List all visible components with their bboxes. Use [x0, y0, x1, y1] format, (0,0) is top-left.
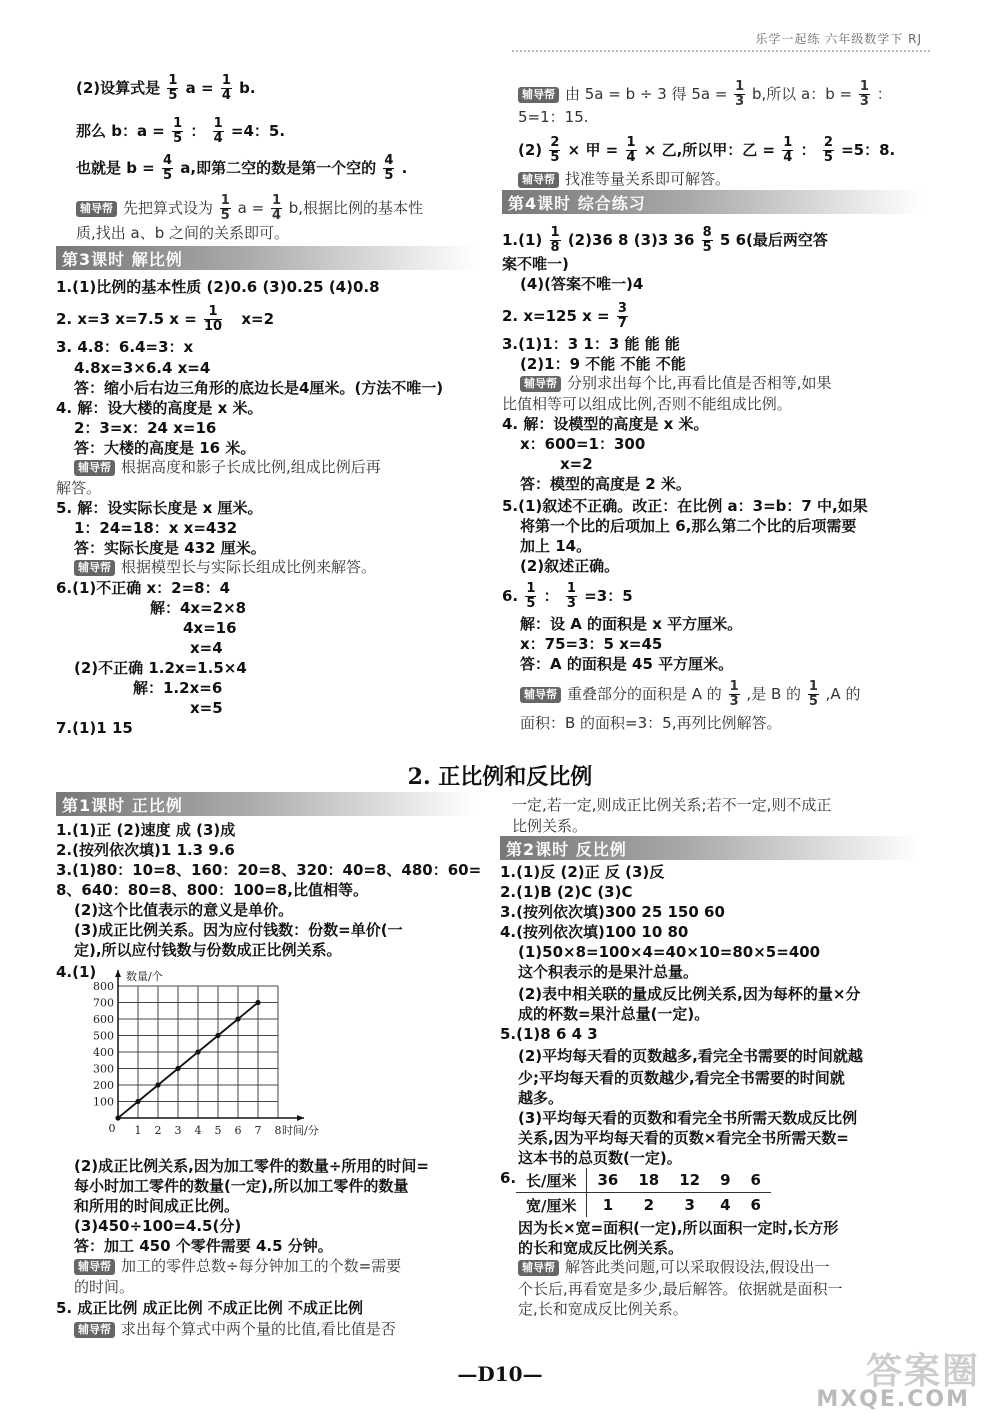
y-tick-label: 300	[93, 1062, 114, 1076]
answer-line: 将第一个比的后项加上 6,那么第二个比的后项需要	[520, 517, 857, 535]
lt-line2: 那么 b：a = $\frac{1}{5}$ ： $\frac{1}{4}$ =4：5.	[76, 116, 286, 146]
answer-line: 答：大楼的高度是 16 米。	[74, 439, 256, 457]
tip-badge: 辅导帮	[76, 201, 117, 217]
table-cell: 1	[602, 1196, 614, 1214]
answer-line: 1.(1)正 (2)速度 成 (3)成	[56, 821, 236, 839]
x-tick-label: 8	[274, 1124, 282, 1137]
answer-line: 答：加工 450 个零件需要 4.5 分钟。	[74, 1237, 333, 1255]
watermark-url: MXQE.COM	[816, 1387, 970, 1412]
tip-badge: 辅导帮	[518, 1260, 559, 1276]
table-cell: 4	[720, 1196, 731, 1214]
section-header-lesson3: 第3课时 解比例	[56, 246, 476, 270]
tip-badge: 辅导帮	[518, 87, 559, 103]
answer-line: 8、640：80=8、800：100=8,比值相等。	[56, 881, 368, 899]
tip-line: 比例关系。	[512, 817, 588, 835]
answer-line: 7.(1)1 15	[56, 719, 133, 737]
x-tick-label: 5	[214, 1124, 222, 1137]
tip-line: 辅导帮 加工的零件总数÷每分钟加工的个数=需要	[74, 1255, 401, 1277]
y-tick-label: 700	[93, 996, 114, 1010]
answer-line: 成的杯数=果汁总量(一定)。	[518, 1005, 710, 1023]
answer-line: 2：3=x：24 x=16	[74, 419, 217, 437]
tip-line: 比值相等可以组成比例,否则不能组成比例。	[502, 395, 792, 413]
section-header-lesson4: 第4课时 综合练习	[502, 190, 922, 214]
answer-line: 解：1.2x=6	[133, 679, 223, 697]
tip-badge: 辅导帮	[74, 1322, 115, 1338]
y-tick-label: 500	[93, 1029, 114, 1043]
answer-line: 加上 14。	[520, 537, 592, 555]
chapter-title: 2. 正比例和反比例	[407, 764, 593, 790]
fraction: $\frac{1}{5}$	[168, 73, 178, 103]
y-tick-label: 100	[93, 1095, 114, 1109]
tip-line: 辅导帮 解答此类问题,可以采取假设法,假设出一	[518, 1256, 830, 1278]
tip-badge: 辅导帮	[74, 560, 115, 576]
page-header: 乐学一起练 六年级数学下 RJ	[755, 32, 922, 46]
answer-line: 2.(1)B (2)C (3)C	[500, 883, 633, 901]
answer-line: 5. 成正比例 成正比例 不成正比例 不成正比例	[56, 1299, 364, 1317]
answer-line: 4.(按列依次填)100 10 80	[500, 923, 689, 941]
y-axis-arrow	[115, 970, 121, 977]
table-row-header: 宽/厘米	[516, 1193, 587, 1218]
answer-line: 3.(1)80：10=8、160：20=8、320：40=8、480：60=	[56, 861, 482, 879]
answer-line: 的长和宽成反比例关系。	[518, 1239, 684, 1257]
answer-line: 少;平均每天看的页数越少,看完全书需要的时间就	[518, 1069, 845, 1087]
x-tick-label: 1	[134, 1124, 142, 1137]
lt-line3: 也就是 b = $\frac{4}{5}$ a,即第二空的数是第一个空的 $\frac{4}{5}$ .	[76, 153, 408, 183]
answer-line: x：75=3：5 x=45	[520, 635, 663, 653]
answer-line: 2.(按列依次填)1 1.3 9.6	[56, 841, 235, 859]
section-header-direct-proportion: 第1课时 正比例	[56, 792, 476, 816]
answer-line: 解：4x=2×8	[150, 599, 247, 617]
answer-line: 和所用的时间成正比例。	[74, 1197, 240, 1215]
tip-badge: 辅导帮	[520, 687, 561, 703]
data-point	[255, 1000, 260, 1005]
table-cell: 3	[684, 1196, 695, 1214]
answer-line: 4.8x=3×6.4 x=4	[74, 359, 211, 377]
answer-line: 5. 解：设实际长度是 x 厘米。	[56, 499, 263, 517]
origin-label: 0	[108, 1122, 116, 1135]
data-point	[235, 1016, 240, 1021]
x-axis-arrow	[297, 1115, 304, 1121]
data-point	[115, 1115, 120, 1120]
answer-line: (2)平均每天看的页数越多,看完全书需要的时间就越	[518, 1047, 863, 1065]
x-tick-label: 4	[194, 1124, 202, 1137]
table-row	[516, 1168, 771, 1193]
data-point	[155, 1082, 160, 1087]
answer-line: 5.(1)叙述不正确。改正：在比例 a：3=b：7 中,如果	[502, 497, 868, 515]
answer-line: 6.(1)不正确 x：2=8：4	[56, 579, 231, 597]
answer-line: 答：模型的高度是 2 米。	[520, 475, 691, 493]
answer-line: 解：设 A 的面积是 x 平方厘米。	[520, 615, 743, 633]
answer-line: 越多。	[518, 1089, 564, 1107]
answer-line: x=2	[560, 455, 593, 473]
answer-line: 答：实际长度是 432 厘米。	[74, 539, 266, 557]
tip-line: 个长后,再看宽是多少,最后解答。依据就是面积一	[518, 1280, 843, 1298]
tip-line: 定,长和宽成反比例关系。	[518, 1300, 688, 1318]
line-chart	[88, 958, 338, 1148]
lt-line1: (2)设算式是 $\frac{1}{5}$ a = $\frac{1}{4}$ b.	[76, 73, 256, 103]
tip-badge: 辅导帮	[520, 376, 561, 392]
answer-line: 1.(1)反 (2)正 反 (3)反	[500, 863, 665, 881]
page-number: —D10—	[457, 1362, 543, 1386]
answer-line: 6. $\frac{1}{5}$ ： $\frac{1}{3}$ =3：5	[502, 581, 633, 611]
tip-badge: 辅导帮	[74, 1259, 115, 1275]
table-cell: 6	[741, 1168, 771, 1193]
table-row-header: 长/厘米	[516, 1168, 587, 1193]
x-tick-label: 7	[254, 1124, 262, 1137]
x-tick-label: 6	[234, 1124, 242, 1137]
answer-line: (2)这个比值表示的意义是单价。	[74, 901, 294, 919]
tip-line: 的时间。	[74, 1278, 135, 1296]
x-axis-label: 时间/分	[282, 1124, 319, 1137]
tip-badge: 辅导帮	[518, 172, 559, 188]
table-cell: 2	[643, 1196, 655, 1214]
answer-line: 5.(1)8 6 4 3	[500, 1025, 598, 1043]
answer-line: 4.(1)	[56, 963, 97, 981]
answer-line: 因为长×宽=面积(一定),所以面积一定时,长方形	[518, 1219, 839, 1237]
table-cell: 12	[669, 1168, 710, 1193]
answer-line: 1.(1) $\frac{1}{8}$ (2)36 8 (3)3 36 $\frac{8}{5}$ 5 6(最后两空答	[502, 225, 828, 255]
answer-line: (3)平均每天看的页数和看完全书所需天数成反比例	[518, 1109, 858, 1127]
answer-line: 3.(1)1：3 1：3 能 能 能	[502, 335, 680, 353]
tip-line: 辅导帮 根据模型长与实际长组成比例来解答。	[74, 556, 376, 578]
y-tick-label: 400	[93, 1046, 114, 1059]
y-axis-label: 数量/个	[126, 970, 163, 983]
tip-line: 质,找出 a、b 之间的关系即可。	[76, 224, 290, 242]
y-tick-label: 600	[93, 1013, 114, 1026]
tip-line: 辅导帮 找准等量关系即可解答。	[518, 168, 730, 190]
answer-line: 关系,因为平均每天看的页数×看完全书所需天数=	[518, 1129, 849, 1147]
answer-line: 1.(1)比例的基本性质 (2)0.6 (3)0.25 (4)0.8	[56, 278, 380, 296]
answer-line: (2)1：9 不能 不能 不能	[520, 355, 686, 373]
answer-line: (2)叙述正确。	[520, 557, 620, 575]
answer-line: (2)表中相关联的量成反比例关系,因为每杯的量×分	[518, 985, 861, 1003]
answer-line: (1)50×8=100×4=40×10=80×5=400	[518, 943, 821, 961]
data-point	[175, 1066, 180, 1071]
answer-line: (2)成正比例关系,因为加工零件的数量÷所用的时间=	[74, 1157, 429, 1175]
tip-line: 辅导帮 先把算式设为 $\frac{1}{5}$ a = $\frac{1}{4}$ b,根据比例的基本性	[76, 194, 423, 223]
answer-line: 这本书的总页数(一定)。	[518, 1149, 682, 1167]
tip-line: 辅导帮 根据高度和影子长成比例,组成比例后再	[74, 456, 381, 478]
table-cell: 6	[750, 1196, 761, 1214]
table-cell: 9	[710, 1168, 740, 1193]
length-width-table	[516, 1168, 771, 1217]
answer-line: x=4	[190, 639, 223, 657]
answer-line: 每小时加工零件的数量(一定),所以加工零件的数量	[74, 1177, 409, 1195]
answer-line: 4x=16	[183, 619, 237, 637]
answer-line: (3)450÷100=4.5(分)	[74, 1217, 242, 1235]
x-tick-label: 3	[174, 1124, 182, 1137]
answer-line: 3.(按列依次填)300 25 150 60	[500, 903, 725, 921]
tip-line: 辅导帮 分别求出每个比,再看比值是否相等,如果	[520, 372, 832, 394]
fraction: $\frac{1}{4}$	[221, 73, 231, 103]
answer-line: x：600=1：300	[520, 435, 646, 453]
tip-line: 一定,若一定,则成正比例关系;若不一定,则不成正	[512, 796, 832, 814]
answer-line: (2)不正确 1.2x=1.5×4	[74, 659, 247, 677]
tip-line: 面积：B 的面积=3：5,再列比例解答。	[520, 714, 782, 732]
data-point	[135, 1099, 140, 1104]
y-tick-label: 200	[93, 1079, 114, 1092]
tip-line: 5=1：15.	[518, 108, 589, 126]
answer-line: 定),所以应付钱数与份数成正比例关系。	[74, 941, 342, 959]
answer-line: 2. x=125 x = $\frac{3}{7}$	[502, 301, 627, 331]
tip-line: 辅导帮 求出每个算式中两个量的比值,看比值是否	[74, 1318, 396, 1340]
answer-line: (3)成正比例关系。因为应付钱数：份数=单价(一	[74, 921, 403, 939]
table-row	[516, 1193, 771, 1218]
data-point	[215, 1033, 220, 1038]
answer-line: (2) $\frac{2}{5}$ × 甲 = $\frac{1}{4}$ × 乙,所以甲：乙 = $\frac{1}{4}$ ： $\frac{2}{5}$ =5：8.	[518, 135, 896, 165]
answer-line: x=5	[190, 699, 223, 717]
answer-line: 案不唯一)	[502, 255, 569, 273]
watermark-logo: 答案圈	[865, 1351, 980, 1392]
section-header-inverse-proportion: 第2课时 反比例	[500, 836, 920, 860]
y-tick-label: 800	[93, 980, 114, 993]
answer-line: (4)(答案不唯一)4	[520, 275, 644, 293]
answer-line: 答：缩小后右边三角形的底边长是4厘米。(方法不唯一)	[74, 379, 444, 397]
answer-line: 4. 解：设模型的高度是 x 米。	[502, 415, 709, 433]
table-cell: 18	[628, 1168, 669, 1193]
answer-line: 3. 4.8：6.4=3：x	[56, 338, 194, 356]
tip-line: 解答。	[56, 479, 102, 497]
answer-line: 答：A 的面积是 45 平方厘米。	[520, 655, 734, 673]
answer-line: 4. 解：设大楼的高度是 x 米。	[56, 399, 263, 417]
answer-line: 这个积表示的是果汁总量。	[518, 963, 699, 981]
tip-line: 辅导帮 由 5a = b ÷ 3 得 5a = $\frac{1}{3}$ b,所以 a：b = $\frac{1}{3}$ ：	[518, 80, 892, 109]
answer-line: 1：24=18：x x=432	[74, 519, 238, 537]
tip-badge: 辅导帮	[74, 460, 115, 476]
data-point	[195, 1049, 200, 1054]
header-divider	[512, 50, 930, 52]
table-cell: 36	[587, 1168, 628, 1193]
answer-line: 6.	[500, 1169, 517, 1187]
answer-line: 2. x=3 x=7.5 x = $\frac{1}{10}$ x=2	[56, 304, 275, 334]
x-tick-label: 2	[154, 1124, 162, 1137]
tip-line: 辅导帮 重叠部分的面积是 A 的 $\frac{1}{3}$ ,是 B 的 $\frac{1}{5}$ ,A 的	[520, 680, 860, 709]
